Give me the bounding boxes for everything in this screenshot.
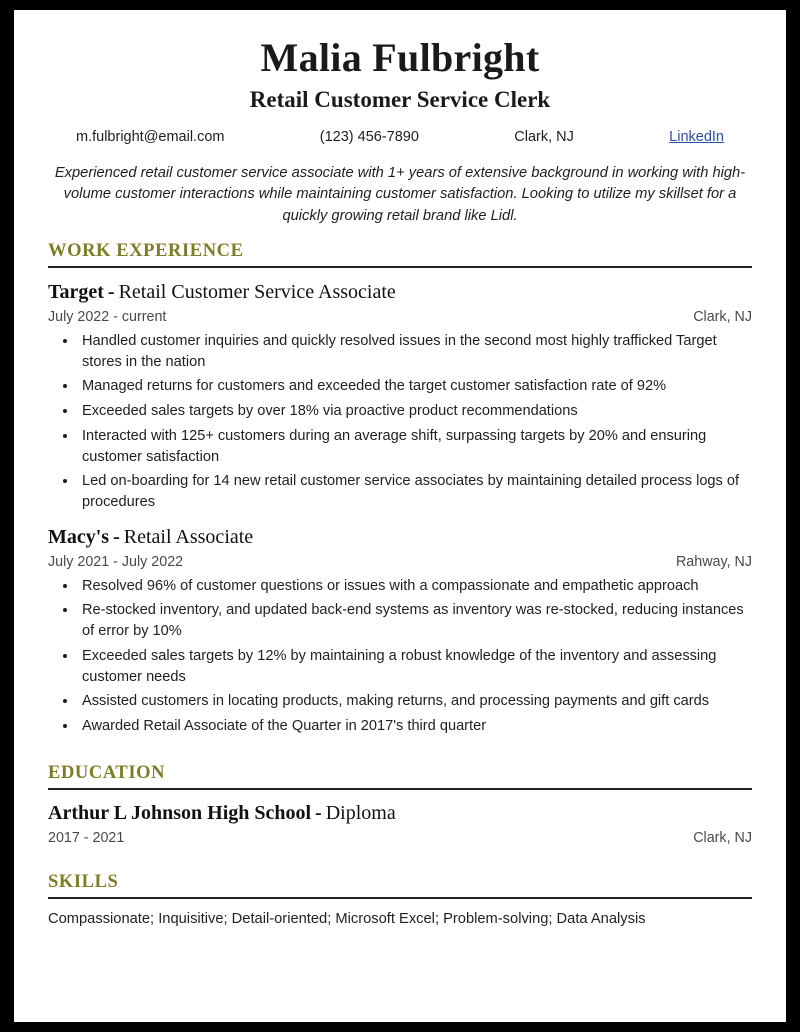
- list-item: • Re-stocked inventory, and updated back-end systems as inventory was re-stocked, reducing instances of error by 10%: [78, 600, 752, 641]
- summary-text: Experienced retail customer service associate with 1+ years of extensive background in working with high-volume customer interactions while maintaining customer satisfaction. Looking to utilize my skillset for a quickly growing retail brand like Lidl.: [54, 165, 746, 224]
- page-title: Malia Fulbright: [260, 35, 540, 80]
- employment-location: Rahway, NJ: [675, 553, 752, 570]
- work-bullets: [48, 331, 752, 513]
- contact-email[interactable]: m.fulbright@email.com: [76, 129, 225, 145]
- section-title-education: EDUCATION: [48, 762, 166, 783]
- education-entry-meta: [48, 830, 752, 846]
- job-title: Retail Customer Service Clerk: [249, 87, 551, 112]
- resume-page: [14, 10, 786, 1022]
- section-divider: [48, 266, 752, 268]
- employment-location: Clark, NJ: [693, 308, 752, 325]
- separator-dash: -: [113, 525, 120, 548]
- employer-name: Macy's: [48, 525, 110, 548]
- school-name: Arthur L Johnson High School: [48, 801, 312, 824]
- separator-dash: -: [315, 801, 322, 824]
- section-title-skills: SKILLS: [48, 871, 119, 892]
- section-title-work: WORK EXPERIENCE: [48, 240, 244, 261]
- list-item: • Interacted with 125+ customers during an average shift, surpassing targets by 20% and ensuring customer satisfaction: [78, 426, 752, 467]
- section-education: [48, 763, 752, 846]
- employment-dates: July 2021 - July 2022: [48, 553, 184, 570]
- degree: Diploma: [325, 801, 396, 824]
- list-item: • Assisted customers in locating products, making returns, and processing payments and gift cards: [78, 691, 752, 712]
- education-location: Clark, NJ: [693, 829, 752, 846]
- section-work-experience: [48, 241, 752, 737]
- list-item: • Exceeded sales targets by 12% by maintaining a robust knowledge of the inventory and assessing customer needs: [78, 646, 752, 687]
- job-role: Retail Customer Service Associate: [118, 280, 396, 303]
- section-divider: [48, 897, 752, 899]
- work-entry: [48, 526, 752, 737]
- employment-dates: July 2022 - current: [48, 308, 167, 325]
- contact-bar: [48, 129, 752, 145]
- education-entry-heading: [48, 802, 752, 825]
- skills-list: Compassionate; Inquisitive; Detail-oriented; Microsoft Excel; Problem-solving; Data Analysis: [48, 910, 646, 927]
- work-entry-heading: [48, 526, 752, 549]
- education-entry: [48, 802, 752, 846]
- work-entry: [48, 281, 752, 513]
- list-item: • Handled customer inquiries and quickly resolved issues in the second most highly trafficked Target stores in the nation: [78, 331, 752, 372]
- list-item: • Awarded Retail Associate of the Quarter in 2017's third quarter: [78, 716, 752, 737]
- work-entry-heading: [48, 281, 752, 304]
- separator-dash: -: [107, 280, 115, 303]
- contact-phone: (123) 456-7890: [319, 129, 419, 145]
- work-bullets: [48, 576, 752, 737]
- list-item: • Exceeded sales targets by over 18% via proactive product recommendations: [78, 401, 752, 422]
- education-dates: 2017 - 2021: [48, 829, 125, 846]
- section-divider: [48, 788, 752, 790]
- employer-name: Target: [48, 280, 104, 303]
- list-item: • Managed returns for customers and exceeded the target customer satisfaction rate of 92%: [78, 376, 752, 397]
- linkedin-link[interactable]: LinkedIn: [669, 129, 724, 145]
- contact-location: Clark, NJ: [514, 129, 574, 145]
- section-skills: [48, 872, 752, 927]
- work-entry-meta: [48, 309, 752, 325]
- list-item: • Resolved 96% of customer questions or issues with a compassionate and empathetic approach: [78, 576, 752, 597]
- job-role: Retail Associate: [123, 525, 254, 548]
- work-entry-meta: [48, 554, 752, 570]
- list-item: • Led on-boarding for 14 new retail customer service associates by maintaining detailed process logs of procedures: [78, 471, 752, 512]
